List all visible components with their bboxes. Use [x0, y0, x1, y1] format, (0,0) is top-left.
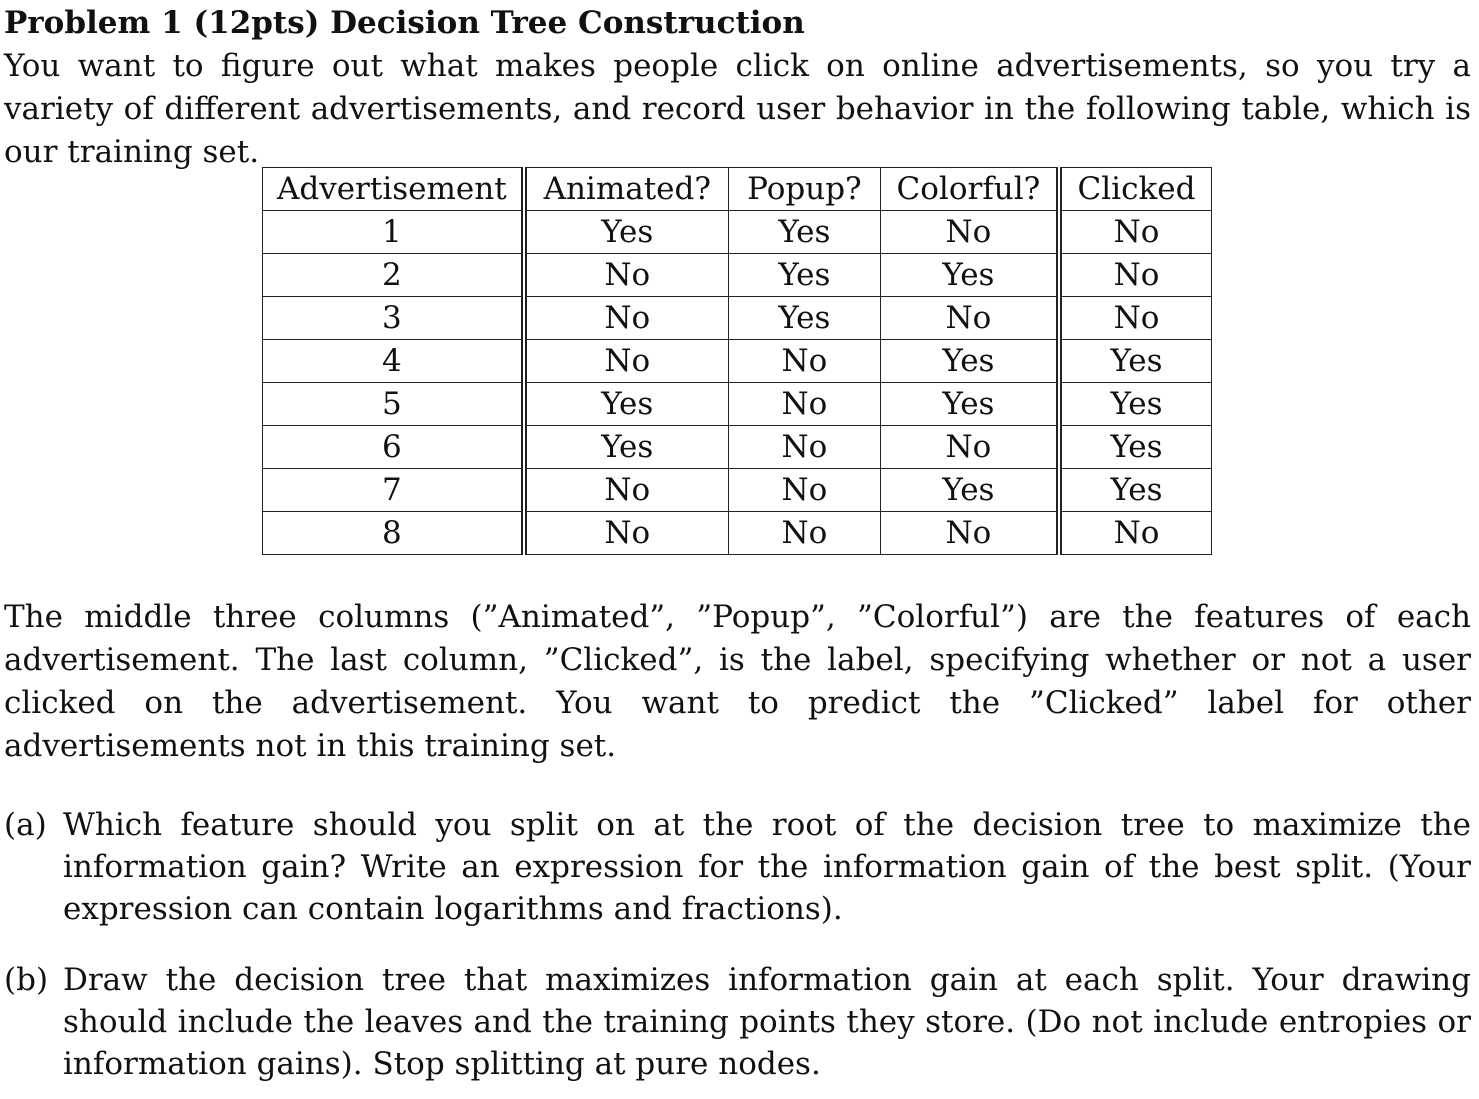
cell-colorful: No — [880, 297, 1059, 340]
table-row — [263, 211, 1212, 254]
question-a — [4, 804, 1471, 930]
cell-colorful: No — [880, 426, 1059, 469]
cell-advertisement: 7 — [263, 469, 524, 512]
cell-popup: Yes — [728, 254, 880, 297]
table-header-row — [263, 168, 1212, 211]
cell-colorful: Yes — [880, 383, 1059, 426]
cell-colorful: No — [880, 211, 1059, 254]
cell-clicked: No — [1059, 512, 1212, 555]
cell-popup: Yes — [728, 211, 880, 254]
cell-popup: No — [728, 469, 880, 512]
table-row — [263, 469, 1212, 512]
training-set-table — [262, 167, 1212, 555]
table-row — [263, 383, 1212, 426]
cell-clicked: No — [1059, 211, 1212, 254]
cell-advertisement: 6 — [263, 426, 524, 469]
cell-animated: Yes — [524, 211, 729, 254]
cell-advertisement: 2 — [263, 254, 524, 297]
cell-animated: No — [524, 297, 729, 340]
cell-popup: No — [728, 340, 880, 383]
cell-colorful: No — [880, 512, 1059, 555]
cell-popup: No — [728, 512, 880, 555]
header-animated: Animated? — [524, 168, 729, 211]
cell-colorful: Yes — [880, 254, 1059, 297]
table-row — [263, 254, 1212, 297]
cell-clicked: Yes — [1059, 340, 1212, 383]
cell-advertisement: 5 — [263, 383, 524, 426]
header-popup: Popup? — [728, 168, 880, 211]
cell-animated: Yes — [524, 426, 729, 469]
header-clicked: Clicked — [1059, 168, 1212, 211]
cell-clicked: No — [1059, 254, 1212, 297]
cell-animated: No — [524, 512, 729, 555]
question-a-text: Which feature should you split on at the root of the decision tree to maximize the information gain? Write an expression for the information gain of the best split. (Your expression can contain logarithms and fractions). — [63, 807, 1471, 927]
cell-animated: No — [524, 469, 729, 512]
cell-advertisement: 3 — [263, 297, 524, 340]
header-advertisement: Advertisement — [263, 168, 524, 211]
problem-title: Problem 1 (12pts) Decision Tree Construction — [4, 5, 805, 41]
cell-colorful: Yes — [880, 469, 1059, 512]
question-a-label: (a) — [4, 807, 47, 843]
cell-animated: No — [524, 254, 729, 297]
table-row — [263, 340, 1212, 383]
cell-clicked: Yes — [1059, 469, 1212, 512]
question-b-label: (b) — [4, 962, 49, 998]
cell-colorful: Yes — [880, 340, 1059, 383]
description-paragraph: The middle three columns (”Animated”, ”Popup”, ”Colorful”) are the features of each advertisement. The last column, ”Clicked”, is the label, specifying whether or not a user clicked on the advertisement. You want to predict the ”Clicked” label for other advertisements not in this training set. — [4, 599, 1471, 764]
intro-paragraph: You want to figure out what makes people click on online advertisements, so you try a variety of different advertisements, and record user behavior in the following table, which is our training set. — [4, 48, 1471, 170]
cell-popup: No — [728, 383, 880, 426]
table-row — [263, 426, 1212, 469]
cell-popup: No — [728, 426, 880, 469]
cell-popup: Yes — [728, 297, 880, 340]
cell-advertisement: 4 — [263, 340, 524, 383]
header-colorful: Colorful? — [880, 168, 1059, 211]
question-b-text: Draw the decision tree that maximizes information gain at each split. Your drawing should include the leaves and the training points they store. (Do not include entropies or information gains). Stop splitting at pure nodes. — [63, 962, 1471, 1082]
question-b — [4, 959, 1471, 1085]
cell-advertisement: 1 — [263, 211, 524, 254]
cell-advertisement: 8 — [263, 512, 524, 555]
cell-clicked: Yes — [1059, 426, 1212, 469]
table-row — [263, 297, 1212, 340]
cell-animated: Yes — [524, 383, 729, 426]
table-row — [263, 512, 1212, 555]
cell-clicked: No — [1059, 297, 1212, 340]
cell-animated: No — [524, 340, 729, 383]
cell-clicked: Yes — [1059, 383, 1212, 426]
